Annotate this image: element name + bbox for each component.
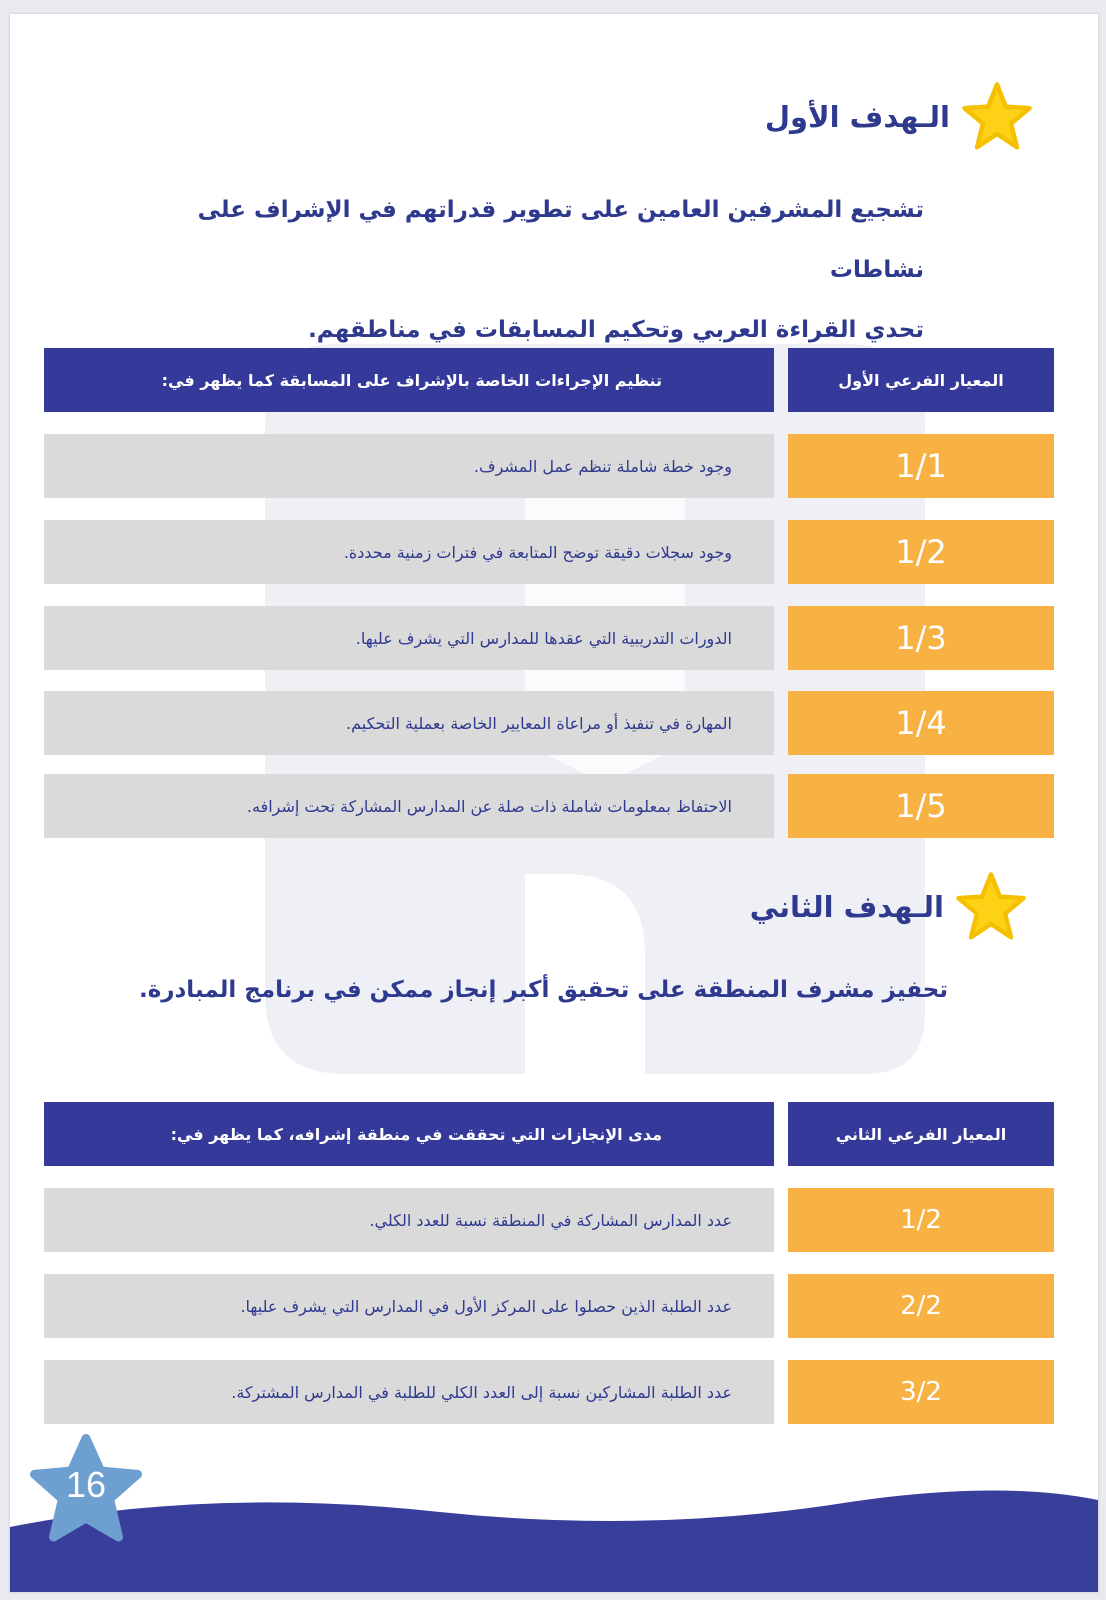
table-row xyxy=(44,1360,1054,1424)
footer-wave xyxy=(10,1472,1098,1592)
row-text: عدد الطلبة المشاركين نسبة إلى العدد الكلي للطلبة في المدارس المشتركة. xyxy=(44,1360,774,1424)
row-text: المهارة في تنفيذ أو مراعاة المعايير الخاصة بعملية التحكيم. xyxy=(44,691,774,755)
row-number: 1/5 xyxy=(788,774,1054,838)
row-text: عدد الطلبة الذين حصلوا على المركز الأول في المدارس التي يشرف عليها. xyxy=(44,1274,774,1338)
row-text: وجود خطة شاملة تنظم عمل المشرف. xyxy=(44,434,774,498)
row-number: 1/2 xyxy=(788,1188,1054,1252)
goal2-title: الـهدف الثاني xyxy=(749,890,944,924)
row-text: الدورات التدريبية التي عقدها للمدارس التي يشرف عليها. xyxy=(44,606,774,670)
row-number: 2/2 xyxy=(788,1274,1054,1338)
goal1-description-line2: تحدي القراءة العربي وتحكيم المسابقات في مناطقهم. xyxy=(308,317,924,343)
star-icon xyxy=(960,80,1034,154)
goal1-description-line1: تشجيع المشرفين العامين على تطوير قدراتهم في الإشراف على نشاطات xyxy=(197,197,924,283)
row-number: 1/3 xyxy=(788,606,1054,670)
page-number: 16 xyxy=(65,1464,107,1505)
goal1-title: الـهدف الأول xyxy=(764,100,950,134)
table2-header-text: مدى الإنجازات التي تحققت في منطقة إشرافه، كما يظهر في: xyxy=(44,1102,774,1166)
table-row xyxy=(44,1188,1054,1252)
table-row xyxy=(44,1274,1054,1338)
star-icon xyxy=(954,870,1028,944)
goal2-heading xyxy=(750,870,1028,944)
row-text: الاحتفاظ بمعلومات شاملة ذات صلة عن المدارس المشاركة تحت إشرافه. xyxy=(44,774,774,838)
table-row xyxy=(44,434,1054,498)
table2-header xyxy=(44,1102,1054,1166)
row-number: 1/4 xyxy=(788,691,1054,755)
table1-header xyxy=(44,348,1054,412)
table2-header-label: المعيار الفرعي الثاني xyxy=(788,1102,1054,1166)
table1-header-text: تنظيم الإجراءات الخاصة بالإشراف على المسابقة كما يظهر في: xyxy=(44,348,774,412)
table-row xyxy=(44,774,1054,838)
goal2-description: تحفيز مشرف المنطقة على تحقيق أكبر إنجاز ممكن في برنامج المبادرة. xyxy=(138,977,948,1003)
table-row xyxy=(44,606,1054,670)
document-page xyxy=(10,14,1098,1592)
table-row xyxy=(44,691,1054,755)
goal1-heading xyxy=(765,80,1034,154)
row-number: 3/2 xyxy=(788,1360,1054,1424)
row-text: عدد المدارس المشاركة في المنطقة نسبة للعدد الكلي. xyxy=(44,1188,774,1252)
row-number: 1/2 xyxy=(788,520,1054,584)
goal1-description xyxy=(164,180,924,360)
table-row xyxy=(44,520,1054,584)
row-number: 1/1 xyxy=(788,434,1054,498)
table1-header-label: المعيار الفرعي الأول xyxy=(788,348,1054,412)
row-text: وجود سجلات دقيقة توضح المتابعة في فترات زمنية محددة. xyxy=(44,520,774,584)
